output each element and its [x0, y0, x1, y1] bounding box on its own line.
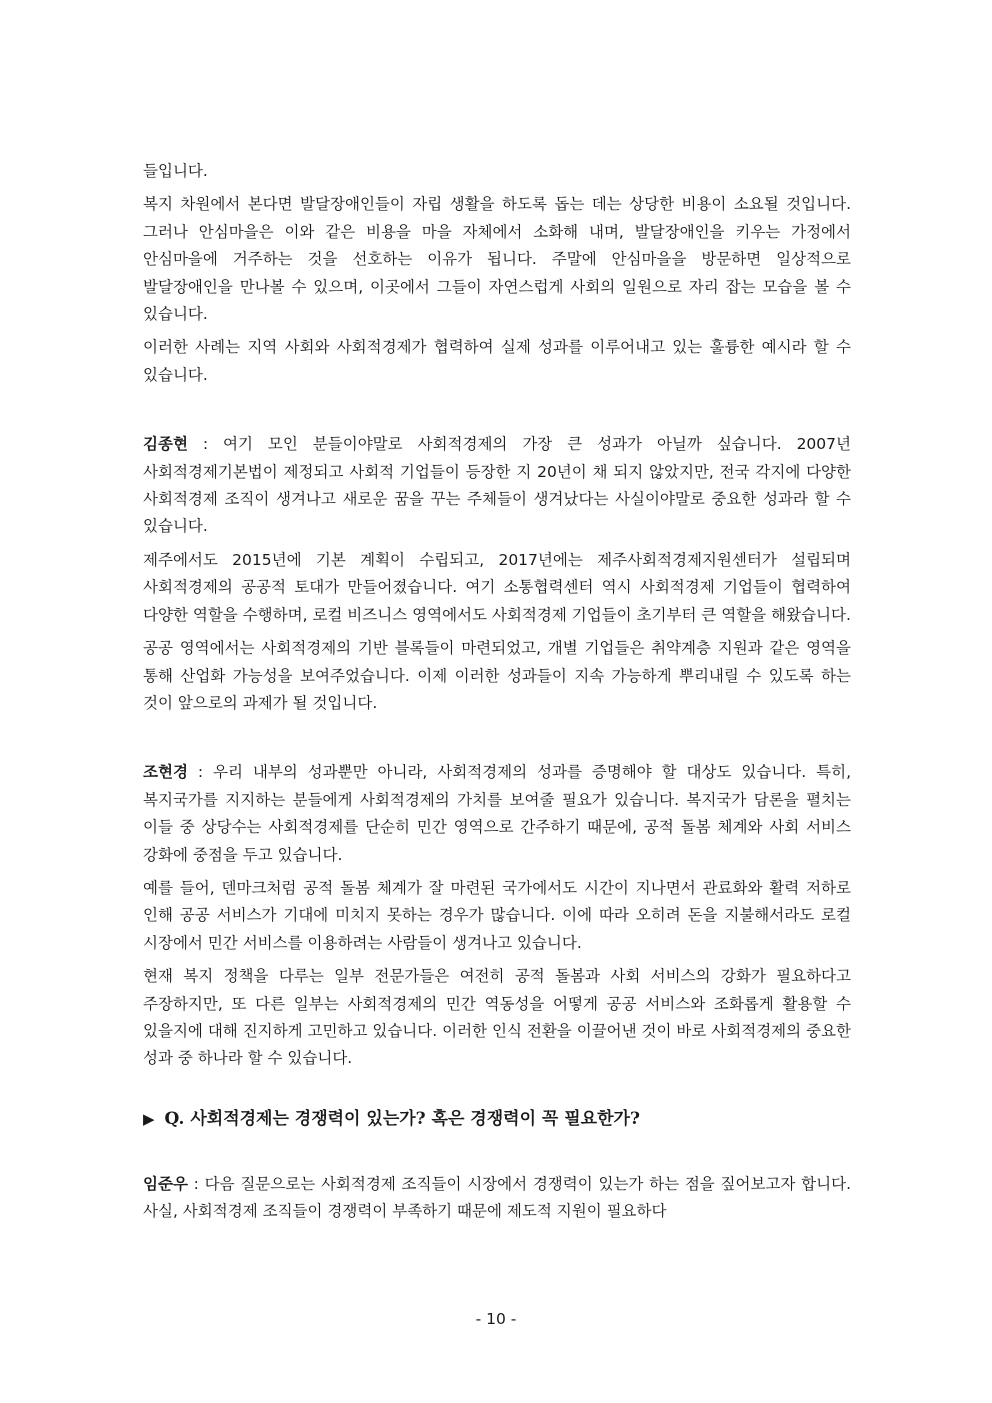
paragraph: 제주에서도 2015년에 기본 계획이 수립되고, 2017년에는 제주사회적경제지원센터가 설립되며 사회적경제의 공공적 토대가 만들어졌습니다. 여기 소통협력센터 역시 사회적경제 기업들이 협력하여 다양한 역할을 수행하며, 로컬 비즈니스 영역에서도 사회적경제 기업들이 초기부터 큰 역할을 해왔습니다.: [143, 550, 851, 624]
speech-text: 우리 내부의 성과뿐만 아니라, 사회적경제의 성과를 증명해야 할 대상도 있습니다. 특히, 복지국가를 지지하는 분들에게 사회적경제의 가치를 보여줄 필요가 있습니다. 복지국가 담론을 펼치는 이들 중 상당수는 사회적경제를 단순히 민간 영역으로 간주하기 때문에, 공적 돌봄 체계와 사회 서비스 강화에 중점을 두고 있습니다.: [143, 763, 852, 864]
paragraph: 이러한 사례는 지역 사회와 사회적경제가 협력하여 실제 성과를 이루어내고 있는 훌륭한 예시라 할 수 있습니다.: [143, 338, 851, 384]
speaker-separator: :: [187, 1174, 205, 1193]
document-body: [143, 158, 851, 1232]
triangle-bullet-icon: ▶: [143, 1109, 155, 1128]
speaker-paragraph: [143, 431, 851, 541]
speaker-paragraph: [143, 1171, 851, 1226]
speaker-name: 임준우: [143, 1174, 188, 1193]
section-gap: [143, 395, 851, 431]
question-heading: [143, 1105, 851, 1133]
paragraph: 현재 복지 정책을 다루는 일부 전문가들은 여전히 공적 돌봄과 사회 서비스의 강화가 필요하다고 주장하지만, 또 다른 일부는 사회적경제의 민간 역동성을 어떻게 공공 서비스와 조화롭게 활용할 수 있을지에 대해 진지하게 고민하고 있습니다. 이러한 인식 전환을 이끌어낸 것이 바로 사회적경제의 중요한 성과 중 하나라 할 수 있습니다.: [143, 967, 851, 1068]
speaker-name: 조현경: [143, 763, 188, 782]
speaker-separator: :: [187, 435, 224, 454]
section-gap: [143, 723, 851, 759]
speaker-name: 김종현: [143, 435, 188, 454]
speech-text: 다음 질문으로는 사회적경제 조직들이 시장에서 경쟁력이 있는가 하는 점을 짚어보고자 합니다. 사실, 사회적경제 조직들이 경쟁력이 부족하기 때문에 제도적 지원이 필요하다: [143, 1174, 851, 1221]
question-text: Q. 사회적경제는 경쟁력이 있는가? 혹은 경쟁력이 꼭 필요한가?: [164, 1108, 640, 1129]
section-gap: [143, 1079, 851, 1101]
paragraph: 예를 들어, 덴마크처럼 공적 돌봄 체계가 잘 마련된 국가에서도 시간이 지나면서 관료화와 활력 저하로 인해 공공 서비스가 기대에 미치지 못하는 경우가 많습니다. 이에 따라 오히려 돈을 지불해서라도 로컬 시장에서 민간 서비스를 이용하려는 사람들이 생겨나고 있습니다.: [143, 878, 851, 952]
speaker-paragraph: [143, 759, 851, 869]
paragraph: 공공 영역에서는 사회적경제의 기반 블록들이 마련되었고, 개별 기업들은 취약계층 지원과 같은 영역을 통해 산업화 가능성을 보여주었습니다. 이제 이러한 성과들이 지속 가능하게 뿌리내릴 수 있도록 하는 것이 앞으로의 과제가 될 것입니다.: [143, 639, 851, 712]
speech-text: 여기 모인 분들이야말로 사회적경제의 가장 큰 성과가 아닐까 싶습니다. 2007년 사회적경제기본법이 제정되고 사회적 기업들이 등장한 지 20년이 채 되지 않았지만, 전국 각지에 다양한 사회적경제 조직이 생겨나고 새로운 꿈을 꾸는 주체들이 생겨났다는 사실이야말로 중요한 성과라 할 수 있습니다.: [143, 435, 851, 536]
page-number: - 10 -: [475, 1310, 517, 1328]
speaker-separator: :: [187, 763, 213, 782]
paragraph: 복지 차원에서 본다면 발달장애인들이 자립 생활을 하도록 돕는 데는 상당한 비용이 소요될 것입니다. 그러나 안심마을은 이와 같은 비용을 마을 자체에서 소화해 내며, 발달장애인을 키우는 가정에서 안심마을에 거주하는 것을 선호하는 이유가 됩니다. 주말에 안심마을을 방문하면 일상적으로 발달장애인을 만나볼 수 있으며, 이곳에서 그들이 자연스럽게 사회의 일원으로 자리 잡는 모습을 볼 수 있습니다.: [143, 195, 851, 324]
section-gap: [143, 1133, 851, 1171]
paragraph: 들입니다.: [143, 162, 208, 180]
